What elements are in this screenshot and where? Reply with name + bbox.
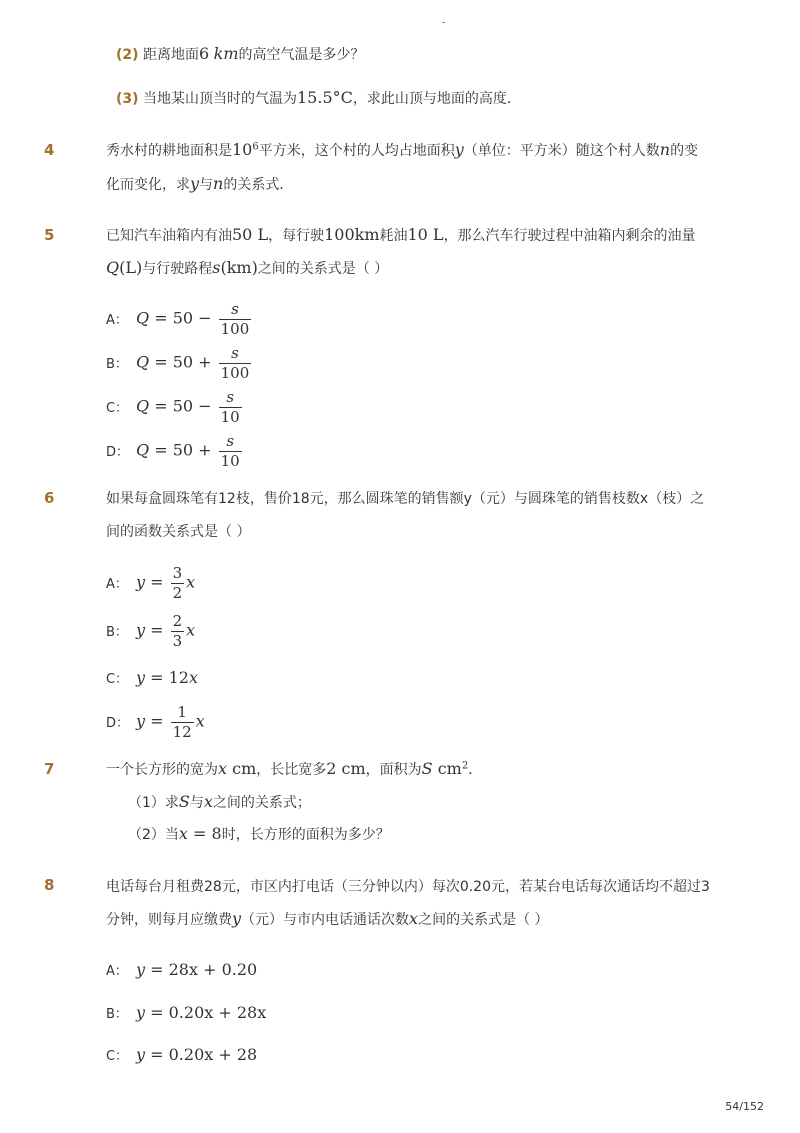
q3-sub2: (2) 距离地面6 km的高空气温是多少？ xyxy=(116,44,365,63)
q3-sub3: (3) 当地某山顶当时的气温为15.5°C，求此山顶与地面的高度． xyxy=(116,88,521,107)
q8-line1: 电话每台月租费28元，市区内打电话（三分钟以内）每次0.20元，若某台电话每次通话均不超过3 xyxy=(106,879,710,895)
q8-option-a[interactable]: A： y = 28x + 0.20 xyxy=(106,960,258,979)
q5-line1: 已知汽车油箱内有油50 L，每行驶100km耗油10 L，那么汽车行驶过程中油箱内剩余的油量 xyxy=(106,225,696,244)
q7-sub2: （2）当x = 8时，长方形的面积为多少？ xyxy=(128,824,390,843)
q5-option-c[interactable]: C： Q = 50 − $\frac{s}{10}$ xyxy=(106,388,240,426)
q4-line2: 化而变化，求y与n的关系式． xyxy=(106,174,294,193)
q4-line1: 秀水村的耕地面积是$10^6$平方米，这个村的人均占地面积y（单位：平方米）随这个村人数n的变 xyxy=(106,140,699,159)
q6-option-c[interactable]: C： y = 12x xyxy=(106,668,199,687)
q6-line1: 如果每盒圆珠笔有12枝，售价18元，那么圆珠笔的销售额y（元）与圆珠笔的销售枝数x（枝）之 xyxy=(106,491,705,507)
q7-line1: 一个长方形的宽为x cm，长比宽多2 cm，面积为S $cm^2$． xyxy=(106,759,483,778)
q6-line2: 间的函数关系式是（ ） xyxy=(106,524,251,540)
question-number: 6 xyxy=(44,489,55,507)
question-number: 8 xyxy=(44,876,55,894)
q8-option-c[interactable]: C： y = 0.20x + 28 xyxy=(106,1045,258,1064)
q5-option-d[interactable]: D： Q = 50 + $\frac{s}{10}$ xyxy=(106,432,240,470)
q7-sub1: （1）求S与x之间的关系式； xyxy=(128,792,311,811)
q8-line2: 分钟，则每月应缴费y（元）与市内电话通话次数x之间的关系式是（ ） xyxy=(106,909,549,928)
q6-option-a[interactable]: A： y = $\frac{3}{2}$ x xyxy=(106,564,196,602)
q5-option-a[interactable]: A： Q = 50 − $\frac{s}{100}$ xyxy=(106,300,250,338)
top-mark xyxy=(442,22,445,23)
question-number: 5 xyxy=(44,226,55,244)
question-number: 7 xyxy=(44,760,55,778)
page-number: 54/152 xyxy=(725,1100,764,1113)
q6-option-d[interactable]: D： y = $\frac{1}{12}$ x xyxy=(106,703,205,741)
q5-line2: Q(L)与行驶路程s(km)之间的关系式是（ ） xyxy=(106,258,389,277)
q8-option-b[interactable]: B： y = 0.20x + 28x xyxy=(106,1003,267,1022)
q5-option-b[interactable]: B： Q = 50 + $\frac{s}{100}$ xyxy=(106,344,250,382)
question-number: 4 xyxy=(44,141,55,159)
q6-option-b[interactable]: B： y = $\frac{2}{3}$ x xyxy=(106,612,196,650)
